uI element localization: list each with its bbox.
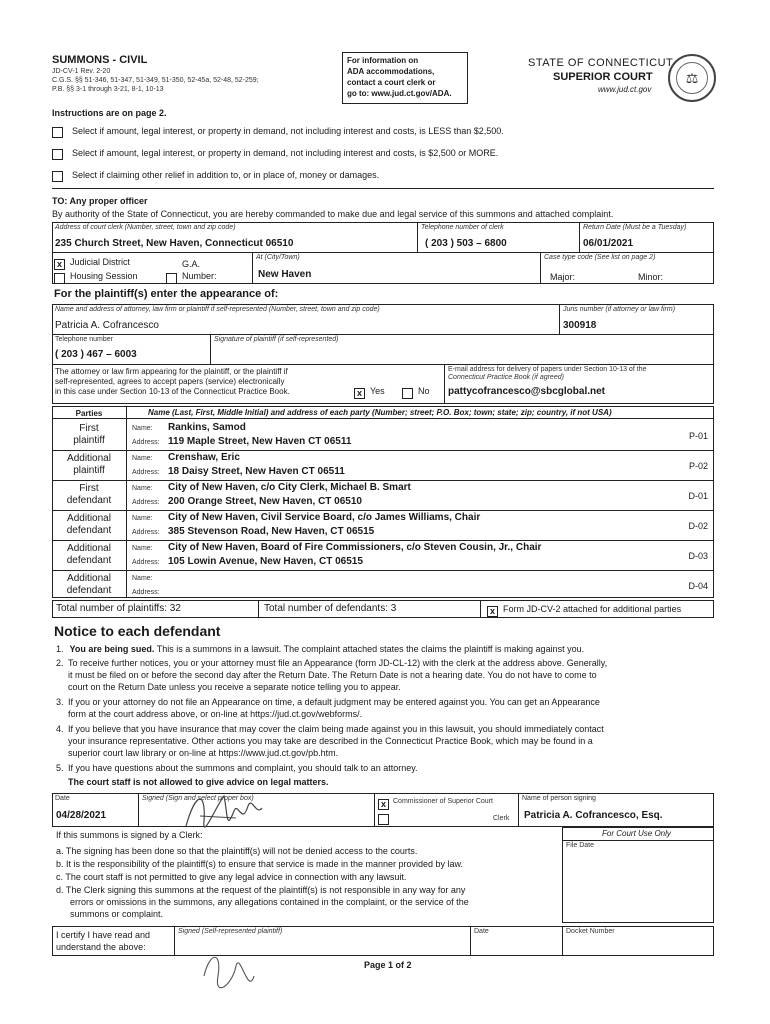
scales-icon: ⚖ (676, 62, 708, 94)
number-label: Number: (182, 271, 217, 281)
court-website: www.jud.ct.gov (598, 85, 652, 94)
juris-number[interactable]: 300918 (563, 320, 597, 331)
notice-item-3-l2[interactable]: form at the court address above, or on-line at https://jud.ct.gov/webforms/. (68, 709, 363, 719)
agree-line-1: The attorney or law firm appearing for the plaintiff, or the plaintiff if (55, 367, 288, 376)
email-label-2: Connecticut Practice Book (if agreed) (448, 374, 564, 381)
staff-note: The court staff is not allowed to give advice on legal matters. (68, 777, 329, 787)
divider (210, 334, 211, 364)
clerk-note-d3: summons or complaint. (70, 909, 164, 919)
at-town[interactable]: New Haven (258, 269, 312, 280)
self-rep-signature-label: Signed (Self-represented plaintiff) (178, 928, 283, 935)
party-address[interactable]: 385 Stevenson Road, New Haven, CT 06515 (168, 526, 375, 537)
divider (174, 926, 175, 956)
commissioner-label: Commissioner of Superior Court (393, 798, 493, 805)
amount-less-option[interactable] (52, 124, 63, 142)
state-name: STATE OF CONNECTICUT (528, 57, 674, 69)
return-date[interactable]: 06/01/2021 (583, 238, 634, 249)
party-role-label (52, 570, 126, 600)
certify-date-label: Date (474, 928, 489, 935)
divider (470, 926, 471, 956)
notice-item-3-l1: If you or your attorney do not file an Appearance on time, a default judgment may be entered against you. You can get an Appearance (68, 697, 600, 707)
efile-yes-label: Yes (370, 386, 385, 396)
certify-line-1: I certify I have read and (56, 930, 151, 940)
attorney-name[interactable]: Patricia A. Cofrancesco (55, 320, 159, 331)
notice-item-4-l1: If you believe that you have insurance that may cover the claim being made against you in this lawsuit, you should immediately contact (68, 724, 604, 734)
notice-item-4-num: 4. (56, 724, 64, 734)
divider (52, 188, 714, 189)
clerk-phone[interactable]: ( 203 ) 503 – 6800 (425, 238, 507, 249)
divider (559, 304, 560, 334)
party-address[interactable]: 119 Maple Street, New Haven CT 06511 (168, 436, 352, 447)
table-row (52, 510, 714, 540)
notice-bold: You are being sued. (69, 644, 155, 654)
party-name-label: Name: (132, 545, 153, 552)
agree-line-3: in this case under Section 10-13 of the Connecticut Practice Book. (55, 387, 290, 396)
file-date-label: File Date (566, 842, 595, 849)
party-code: D-02 (688, 521, 708, 531)
notice-item-5-l1: If you have questions about the summons and complaint, you should talk to an attorney. (68, 763, 418, 773)
divider (540, 252, 541, 284)
notice-item-1 (56, 644, 584, 654)
party-name-label: Name: (132, 575, 153, 582)
party-address[interactable]: 200 Orange Street, New Haven, CT 06510 (168, 496, 362, 507)
telephone[interactable]: ( 203 ) 467 – 6003 (55, 349, 137, 360)
party-name-label: Name: (132, 425, 153, 432)
court-name: SUPERIOR COURT (553, 71, 653, 83)
total-plaintiffs: Total number of plaintiffs: 32 (56, 603, 181, 614)
party-code: P-02 (688, 461, 708, 471)
state-seal (668, 54, 716, 102)
certify-line-2: understand the above: (56, 942, 146, 952)
appearance-heading: For the plaintiff(s) enter the appearance of: (54, 288, 279, 300)
other-relief-checkbox[interactable] (52, 171, 63, 182)
efile-no-checkbox[interactable] (402, 388, 413, 399)
party-address[interactable]: 18 Daisy Street, New Haven CT 06511 (168, 466, 345, 477)
court-use-label: For Court Use Only (602, 829, 671, 838)
party-code: D-01 (688, 491, 708, 501)
party-name-label: Name: (132, 515, 153, 522)
clerk-phone-label: Telephone number of clerk (421, 224, 504, 231)
party-role-line-2: plaintiff (73, 465, 105, 476)
to-heading: TO: Any proper officer (52, 196, 148, 206)
party-code: P-01 (688, 431, 708, 441)
divider (52, 570, 714, 571)
return-date-label: Return Date (Must be a Tuesday) (583, 224, 687, 231)
party-address-label: Address: (132, 499, 160, 506)
divider (52, 252, 714, 253)
commissioner-checkbox[interactable]: x (378, 799, 389, 810)
party-address[interactable]: 105 Lowin Avenue, New Haven, CT 06515 (168, 556, 363, 567)
party-role-label (52, 540, 126, 570)
table-row (52, 540, 714, 570)
party-role-line-1: First (79, 423, 99, 434)
divider (52, 480, 714, 481)
notice-num: 1. (56, 644, 64, 654)
housing-session-label: Housing Session (70, 271, 138, 281)
telephone-label: Telephone number (55, 336, 113, 343)
amount-more-checkbox[interactable] (52, 149, 63, 160)
signed-label: Signed (Sign and select proper box) (142, 795, 254, 802)
clerk-note-c: c. The court staff is not permitted to give any legal advice in connection with any lawsuit. (56, 872, 407, 882)
instructions-heading: Instructions are on page 2. (52, 108, 167, 118)
divider (562, 840, 714, 841)
notice-heading: Notice to each defendant (54, 623, 221, 639)
page-number: Page 1 of 2 (364, 960, 412, 970)
total-defendants: Total number of defendants: 3 (264, 603, 397, 614)
additional-parties-option[interactable] (487, 603, 498, 621)
party-name[interactable]: City of New Haven, Civil Service Board, c/o James Williams, Chair (168, 512, 481, 523)
party-name-label: Name: (132, 455, 153, 462)
table-row (52, 450, 714, 480)
court-address-label: Address of court clerk (Number, street, town and zip code) (55, 224, 236, 231)
other-relief-option[interactable] (52, 168, 63, 186)
notice-item-3-num: 3. (56, 697, 64, 707)
efile-no-option[interactable] (402, 385, 413, 403)
juris-label: Juris number (if attorney or law firm) (563, 306, 676, 313)
efile-yes-option[interactable] (354, 385, 365, 403)
efile-yes-checkbox[interactable]: x (354, 388, 365, 399)
person-signing[interactable]: Patricia A. Cofrancesco, Esq. (524, 810, 663, 821)
party-role-line-1: Additional (67, 573, 111, 584)
if-clerk-heading: If this summons is signed by a Clerk: (56, 830, 203, 840)
amount-more-label: Select if amount, legal interest, or property in demand, not including interest and costs, is $2,500 or MORE. (72, 148, 499, 158)
party-name[interactable]: Rankins, Samod (168, 422, 246, 433)
divider (417, 222, 418, 252)
cgs-citation: C.G.S. §§ 51-346, 51-347, 51-349, 51-350, 52-45a, 52-48, 52-259; (52, 77, 259, 84)
judicial-district-label: Judicial District (70, 257, 131, 267)
clerk-option[interactable] (378, 811, 389, 829)
ga-number-option[interactable] (166, 270, 177, 288)
divider (562, 926, 563, 956)
divider (52, 334, 714, 335)
other-relief-label: Select if claiming other relief in addition to, or in place of, money or damages. (72, 170, 380, 180)
party-code: D-03 (688, 551, 708, 561)
scribble-mark (196, 946, 266, 1006)
plaintiff-signature-label: Signature of plaintiff (if self-represented) (214, 336, 339, 343)
amount-less-checkbox[interactable] (52, 127, 63, 138)
party-role-label (52, 510, 126, 540)
notice-item-5-num: 5. (56, 763, 64, 773)
party-role-line-1: First (79, 483, 99, 494)
ada-line-4: go to: www.jud.ct.gov/ADA. (347, 89, 452, 98)
email-label-1: E-mail address for delivery of papers under Section 10-13 of the (448, 366, 647, 373)
divider (374, 793, 375, 827)
pb-citation: P.B. §§ 3-1 through 3-21, 8-1, 10-13 (52, 86, 164, 93)
court-address[interactable]: 235 Church Street, New Haven, Connecticut 06510 (55, 238, 294, 249)
party-role-line-2: defendant (66, 495, 112, 506)
divider (480, 600, 481, 618)
divider (579, 222, 580, 252)
party-role-line-2: defendant (66, 555, 112, 566)
ga-checkbox[interactable] (166, 273, 177, 284)
party-role-line-2: plaintiff (73, 435, 105, 446)
party-address-label: Address: (132, 559, 160, 566)
additional-parties-label: Form JD-CV-2 attached for additional parties (503, 604, 682, 614)
party-role-line-2: defendant (66, 585, 112, 596)
divider (252, 252, 253, 284)
table-row (52, 480, 714, 510)
clerk-label: Clerk (493, 815, 510, 822)
notice-item-4-l3[interactable]: superior court law library or on-line at https://www.jud.ct.gov/pb.htm. (68, 748, 339, 758)
divider (52, 510, 714, 511)
party-role-label (52, 450, 126, 480)
clerk-note-a: a. The signing has been done so that the plaintiff(s) will not be denied access to the courts. (56, 846, 418, 856)
clerk-note-b: b. It is the responsibility of the plaintiff(s) to ensure that service is made in the manner provided by law. (56, 859, 464, 869)
table-row (52, 570, 714, 600)
person-signing-label: Name of person signing (522, 795, 596, 802)
divider (52, 540, 714, 541)
form-title: SUMMONS - CIVIL (52, 54, 148, 66)
case-type-label: Case type code (See list on page 2) (544, 254, 656, 261)
party-name-label: Name: (132, 485, 153, 492)
party-name[interactable]: Crenshaw, Eric (168, 452, 240, 463)
notice-item-4-l2: your insurance representative. Other actions you may take are described in the Connecticut Practice Book, which may be found in a (68, 736, 593, 746)
notice-text: This is a summons in a lawsuit. The complaint attached states the claims the plaintiff is making against you. (154, 644, 585, 654)
parties-col-header: Parties (75, 409, 103, 418)
housing-session-checkbox[interactable] (54, 273, 65, 284)
ada-line-2: ADA accommodations, (347, 67, 435, 76)
court-info-table (52, 222, 714, 284)
party-address-label: Address: (132, 439, 160, 446)
docket-number-label: Docket Number (566, 928, 615, 935)
amount-less-label: Select if amount, legal interest, or property in demand, not including interest and costs, is LESS than $2,500. (72, 126, 504, 136)
party-role-label (52, 480, 126, 510)
party-code: D-04 (688, 581, 708, 591)
form-number: JD-CV-1 Rev. 2-20 (52, 68, 111, 75)
notice-item-2-num: 2. (56, 658, 64, 668)
notice-item-2-l1: To receive further notices, you or your attorney must file an Appearance (form JD-CL-12) with the clerk at the address above. Generally, (68, 658, 608, 668)
attorney-name-label: Name and address of attorney, law firm or plaintiff if self-represented (Number, street, town and zip code) (55, 306, 380, 313)
party-address-label: Address: (132, 529, 160, 536)
clerk-note-d2: errors or omissions in the summons, any allegations contained in the complaint, or the service of the (70, 897, 469, 907)
major-label[interactable]: Major: (550, 272, 576, 282)
to-text: By authority of the State of Connecticut, you are hereby commanded to make due and legal service of this summons and attached complaint. (52, 209, 614, 219)
email-address[interactable]: pattycofrancesco@sbcglobal.net (448, 386, 606, 397)
party-address-label: Address: (132, 469, 160, 476)
party-name[interactable]: City of New Haven, c/o City Clerk, Michael B. Smart (168, 482, 411, 493)
signing-date[interactable]: 04/28/2021 (56, 810, 107, 821)
divider (52, 418, 714, 419)
date-label: Date (55, 795, 70, 802)
ada-line-3: contact a court clerk or (347, 78, 436, 87)
at-town-label: At (City/Town) (256, 254, 300, 261)
judicial-district-checkbox[interactable]: x (54, 259, 65, 270)
table-row (52, 420, 714, 450)
clerk-note-d1: d. The Clerk signing this summons at the request of the plaintiff(s) is not responsible in any way for any (56, 885, 466, 895)
party-address-label: Address: (132, 589, 160, 596)
divider (258, 600, 259, 618)
minor-label[interactable]: Minor: (638, 272, 664, 282)
housing-session-option[interactable] (54, 270, 65, 288)
party-name[interactable]: City of New Haven, Board of Fire Commissioners, c/o Steven Cousin, Jr., Chair (168, 542, 542, 553)
divider (518, 793, 519, 827)
ga-label: G.A. (182, 259, 201, 269)
party-role-line-1: Additional (67, 543, 111, 554)
party-role-line-2: defendant (66, 525, 112, 536)
notice-item-2-l3: court on the Return Date unless you receive a separate notice telling you to appear. (68, 682, 401, 692)
party-role-label (52, 420, 126, 450)
amount-more-option[interactable] (52, 146, 63, 164)
notice-item-2-l2: it must be filed on or before the second day after the Return Date. The Return Date is not a hearing date. You do not have to come to (68, 670, 597, 680)
additional-parties-checkbox[interactable]: x (487, 606, 498, 617)
parties-name-header: Name (Last, First, Middle Initial) and address of each party (Number; street; P.O. Box; town; state; zip; country, if not USA) (148, 408, 612, 417)
divider (52, 364, 714, 365)
divider (444, 364, 445, 404)
agree-line-2: self-represented, agrees to accept papers (service) electronically (55, 377, 285, 386)
party-role-line-1: Additional (67, 513, 111, 524)
divider (52, 450, 714, 451)
party-role-line-1: Additional (67, 453, 111, 464)
clerk-checkbox[interactable] (378, 814, 389, 825)
ada-line-1: For information on (347, 56, 419, 65)
divider (138, 793, 139, 827)
efile-no-label: No (418, 386, 430, 396)
